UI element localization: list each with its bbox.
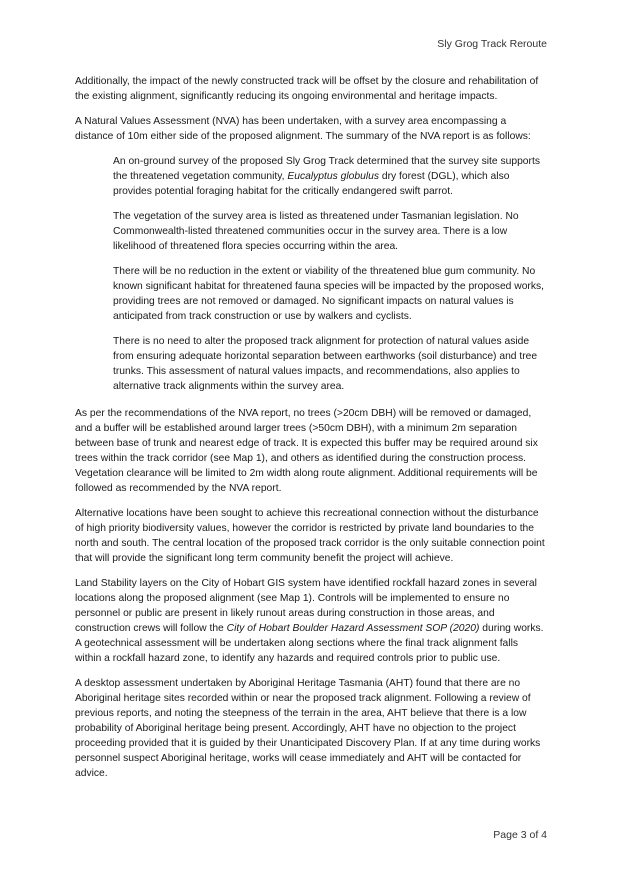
quote-survey-text-end: dry forest (DGL), which also provides potential foraging habitat for the critically endangered swift parrot. xyxy=(113,171,510,197)
paragraph-nva-intro: A Natural Values Assessment (NVA) has been undertaken, with a survey area encompassing a distance of 10m either side of the proposed alignment. The summary of the NVA report is as follows: xyxy=(75,116,531,142)
quote-survey-text-start: An on-ground survey of the proposed Sly Grog Track determined that the survey site supports the threatened vegetation community, xyxy=(113,156,540,182)
paragraph-land-stability xyxy=(75,576,547,666)
quote-vegetation-status: The vegetation of the survey area is listed as threatened under Tasmanian legislation. No Commonwealth-listed threatened communities occur in the survey area. There is a low likelihood of threatened flora species occurring within the area. xyxy=(113,211,519,252)
document-body xyxy=(75,74,547,791)
land-stability-text-end: during works. A geotechnical assessment will be undertaken along sections where the final track alignment falls within a rockfall hazard zone, to identify any hazards and required controls prior to public use. xyxy=(75,623,544,664)
paragraph-aboriginal-heritage: A desktop assessment undertaken by Aboriginal Heritage Tasmania (AHT) found that there are no Aboriginal heritage sites recorded within or near the proposed track alignment. Following a review of previous reports, and noting the steepness of the terrain in the area, AHT believe that there is a low probability of Aboriginal heritage being present. Accordingly, AHT have no objection to the project proceeding provided that it is guided by their Unanticipated Discovery Plan. If at any time during works personnel suspect Aboriginal heritage, works will cease immediately and AHT will be contacted for advice. xyxy=(75,678,541,779)
species-name: Eucalyptus globulus xyxy=(287,171,379,182)
quote-survey-summary xyxy=(113,154,547,199)
paragraph-alternative-locations: Alternative locations have been sought to achieve this recreational connection without the disturbance of high priority biodiversity values, however the corridor is restricted by private land boundaries to the north and south. The central location of the proposed track corridor is the only suitable connection point that will provide the significant long term community benefit the project will achieve. xyxy=(75,508,545,564)
sop-document-title: City of Hobart Boulder Hazard Assessment SOP (2020) xyxy=(226,623,480,634)
paragraph-offset-impact: Additionally, the impact of the newly constructed track will be offset by the closure and rehabilitation of the existing alignment, significantly reducing its ongoing environmental and heritage impacts. xyxy=(75,76,539,102)
land-stability-text-start: Land Stability layers on the City of Hobart GIS system have identified rockfall hazard zones in several locations along the proposed alignment (see Map 1). Controls will be implemented to ensure no personnel or public are present in likely runout areas during construction in those areas, and construction crews will follow the xyxy=(75,578,537,634)
document-header-title: Sly Grog Track Reroute xyxy=(437,38,547,50)
page-number: Page 3 of 4 xyxy=(493,829,547,841)
quote-no-reduction: There will be no reduction in the extent or viability of the threatened blue gum community. No known significant habitat for threatened fauna species will be impacted by the proposed works, providing trees are not removed or damaged. No significant impacts on natural values is anticipated from track construction or use by walkers and cyclists. xyxy=(113,266,545,322)
quote-alignment-protection: There is no need to alter the proposed track alignment for protection of natural values aside from ensuring adequate horizontal separation between earthworks (soil disturbance) and tree trunks. This assessment of natural values impacts, and recommendations, also applies to alternative track alignments within the survey area. xyxy=(113,336,538,392)
paragraph-tree-buffer: As per the recommendations of the NVA report, no trees (>20cm DBH) will be removed or damaged, and a buffer will be established around larger trees (>50cm DBH), with a minimum 2m separation between base of trunk and nearest edge of track. It is expected this buffer may be required around six trees within the track corridor (see Map 1), and others as identified during the construction process. Vegetation clearance will be limited to 2m width along route alignment. Additional requirements will be followed as recommended by the NVA report. xyxy=(75,408,538,494)
